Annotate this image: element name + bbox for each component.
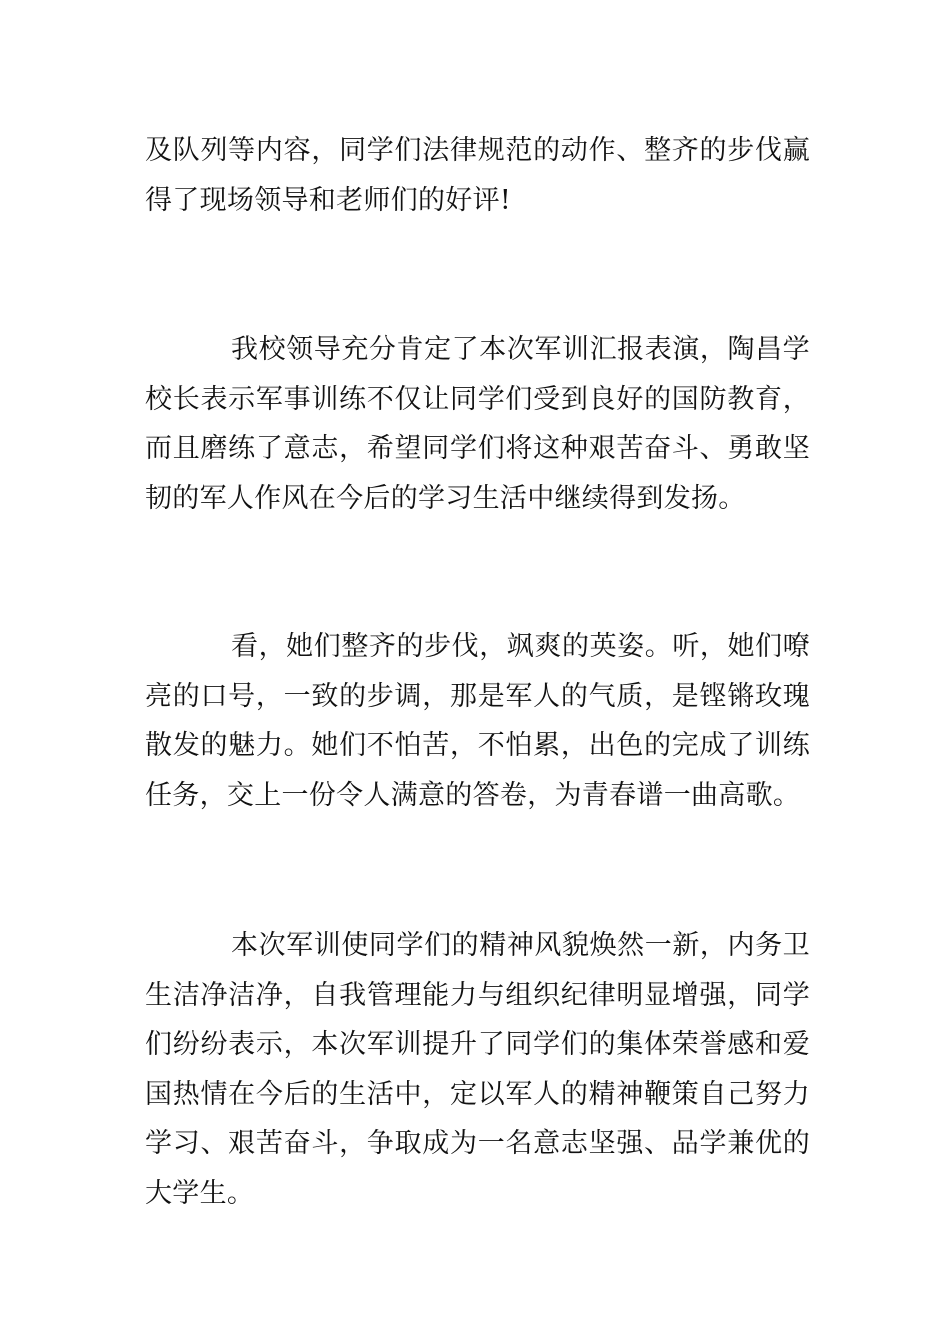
paragraph-continuation: 及队列等内容，同学们法律规范的动作、整齐的步伐赢得了现场领导和老师们的好评! — [145, 135, 810, 216]
paragraph-leader-praise: 我校领导充分肯定了本次军训汇报表演，陶昌学校长表示军事训练不仅让同学们受到良好的国防教育，而且磨练了意志，希望同学们将这种艰苦奋斗、勇敢坚韧的军人作风在今后的学习生活中继续得到发扬。 — [145, 334, 810, 514]
paragraph-training-scene: 看，她们整齐的步伐，飒爽的英姿。听，她们嘹亮的口号，一致的步调，那是军人的气质，是铿锵玫瑰散发的魅力。她们不怕苦，不怕累，出色的完成了训练任务，交上一份令人满意的答卷，为青春谱一曲高歌。 — [145, 631, 810, 811]
paragraph-training-outcome: 本次军训使同学们的精神风貌焕然一新，内务卫生洁净洁净，自我管理能力与组织纪律明显增强，同学们纷纷表示，本次军训提升了同学们的集体荣誉感和爱国热情在今后的生活中，定以军人的精神鞭策自己努力学习、艰苦奋斗，争取成为一名意志坚强、品学兼优的大学生。 — [145, 930, 810, 1209]
